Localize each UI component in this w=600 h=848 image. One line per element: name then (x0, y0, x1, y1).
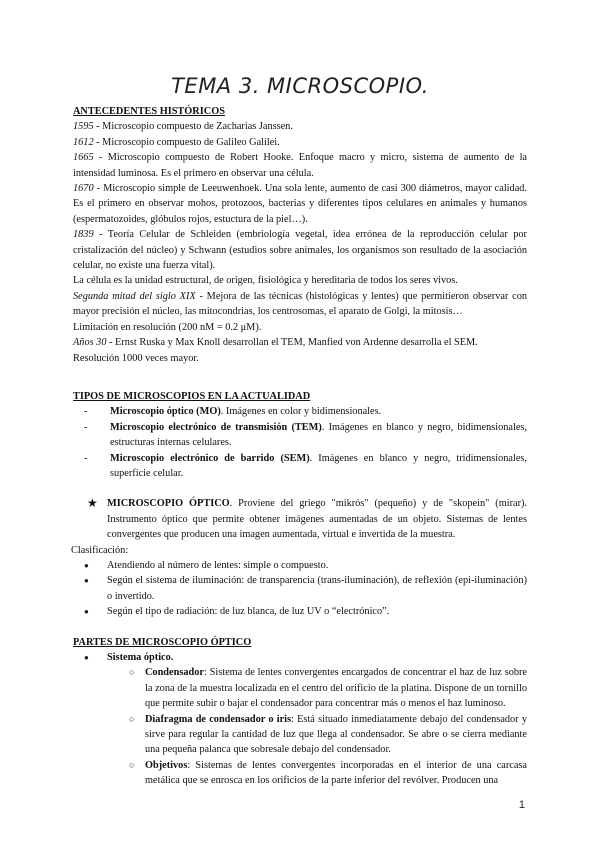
list-item: ○ Condensador: Sistema de lentes convergentes encargados de concentrar el haz de luz sobre la zona de la muestra localizada en el centro del orificio de la platina. Dispone de un tornillo que permite subir o bajar el condensador para concentrar más o menos el haz luminoso. (145, 665, 527, 711)
page-number: 1 (518, 799, 525, 811)
heading-antecedentes: ANTECEDENTES HISTÓRICOS (73, 106, 225, 117)
heading-partes: PARTES DE MICROSCOPIO ÓPTICO (73, 636, 252, 648)
history-entry: 1839 - Teoría Celular de Schleiden (embriología vegetal, idea errónea de la reproducción celular por cristalización del núcleo) y Schwann (estudios sobre animales, los organismos son resultado de la asociación celular, no existe una fuerza vital). (73, 229, 527, 272)
list-item: ● Según el tipo de radiación: de luz blanca, de luz UV o “electrónico”. (107, 604, 527, 619)
optical-system-list (73, 665, 527, 788)
classification-list (73, 558, 527, 620)
microscope-types-list (73, 404, 527, 481)
list-item: ○ Diafragma de condensador o iris: Está situado inmediatamente debajo del condensador y sirve para regular la cantidad de luz que llega al condensador. Se abre o se cierra mediante una pequeña palanca que sobresale debajo del condensador. (145, 712, 527, 758)
list-item: ○ Objetivos: Sistemas de lentes convergentes incorporadas en el interior de una carcasa metálica que se enrosca en los orificios de la parte inferior del revólver. Producen una (145, 758, 527, 789)
history-entry: Segunda mitad del siglo XIX - Mejora de las técnicas (histológicas y lentes) que permitieron observar con mayor precisión el núcleo, las mitocondrias, los centrosomas, el aparato de Golgi, la mitosis… (73, 290, 527, 318)
list-item: ● Atendiendo al número de lentes: simple o compuesto. (107, 558, 527, 573)
list-item: ● Sistema óptico. (107, 650, 527, 665)
parts-list (73, 650, 527, 665)
history-entry: 1670 - Microscopio simple de Leeuwenhoek. Una sola lente, aumento de casi 300 diámetros, mayor calidad. Es el primero en observar mohos, protozoos, bacterias y diferentes tipos celulares en animales y humanos (espermatozoides, glóbulos rojos, estuctura de la piel…). (73, 183, 527, 225)
list-item: - Microscopio óptico (MO). Imágenes en color y bidimensionales. (110, 404, 527, 419)
star-icon: ★ (87, 496, 98, 511)
classification-label: Clasificación: (71, 544, 129, 556)
history-entry: Años 30 - Ernst Ruska y Max Knoll desarrollan el TEM, Manfied von Ardenne desarrolla el SEM. (73, 337, 478, 349)
cell-unit-text: La célula es la unidad estructural, de origen, fisiológica y hereditaria de todos los seres vivos. (73, 275, 458, 287)
list-item: - Microscopio electrónico de transmisión (TEM). Imágenes en blanco y negro, bidimensionales, estructuras internas celulares. (110, 420, 527, 451)
resolution-text: Resolución 1000 veces mayor. (73, 352, 199, 364)
list-item: ● Según el sistema de iluminación: de transparencia (trans-iluminación), de reflexión (epi-iluminación) o invertido. (107, 573, 527, 604)
heading-tipos: TIPOS DE MICROSCOPIOS EN LA ACTUALIDAD (73, 390, 311, 402)
history-entry: 1612 - Microscopio compuesto de Galileo Galilei. (73, 136, 280, 148)
resolution-limit-text: Limitación en resolución (200 nM = 0.2 μM). (73, 321, 262, 333)
history-entry: 1665 - Microscopio compuesto de Robert Hooke. Enfoque macro y micro, sistema de aumento de la intensidad luminosa. Es el primero en observar una célula. (73, 152, 527, 179)
history-entry: 1595 - Microscopio compuesto de Zacharias Janssen. (73, 121, 293, 133)
document-body (73, 104, 527, 789)
optical-microscope-text: . Proviene del griego "mikrós" (pequeño) y de "skopein" (mirar). Instrumento óptico que permite obtener imágenes aumentadas de un objeto. Sistemas de lentes convergentes que producen una imagen aumentada, virtual e invertida de la muestra. (107, 498, 528, 541)
list-item: - Microscopio electrónico de barrido (SEM). Imágenes en blanco y negro, tridimensionales, superficie celular. (110, 451, 527, 482)
page-title: TEMA 3. MICROSCOPIO. (171, 74, 429, 98)
optical-microscope-title: MICROSCOPIO ÓPTICO (107, 498, 230, 510)
optical-microscope-section (73, 496, 527, 542)
